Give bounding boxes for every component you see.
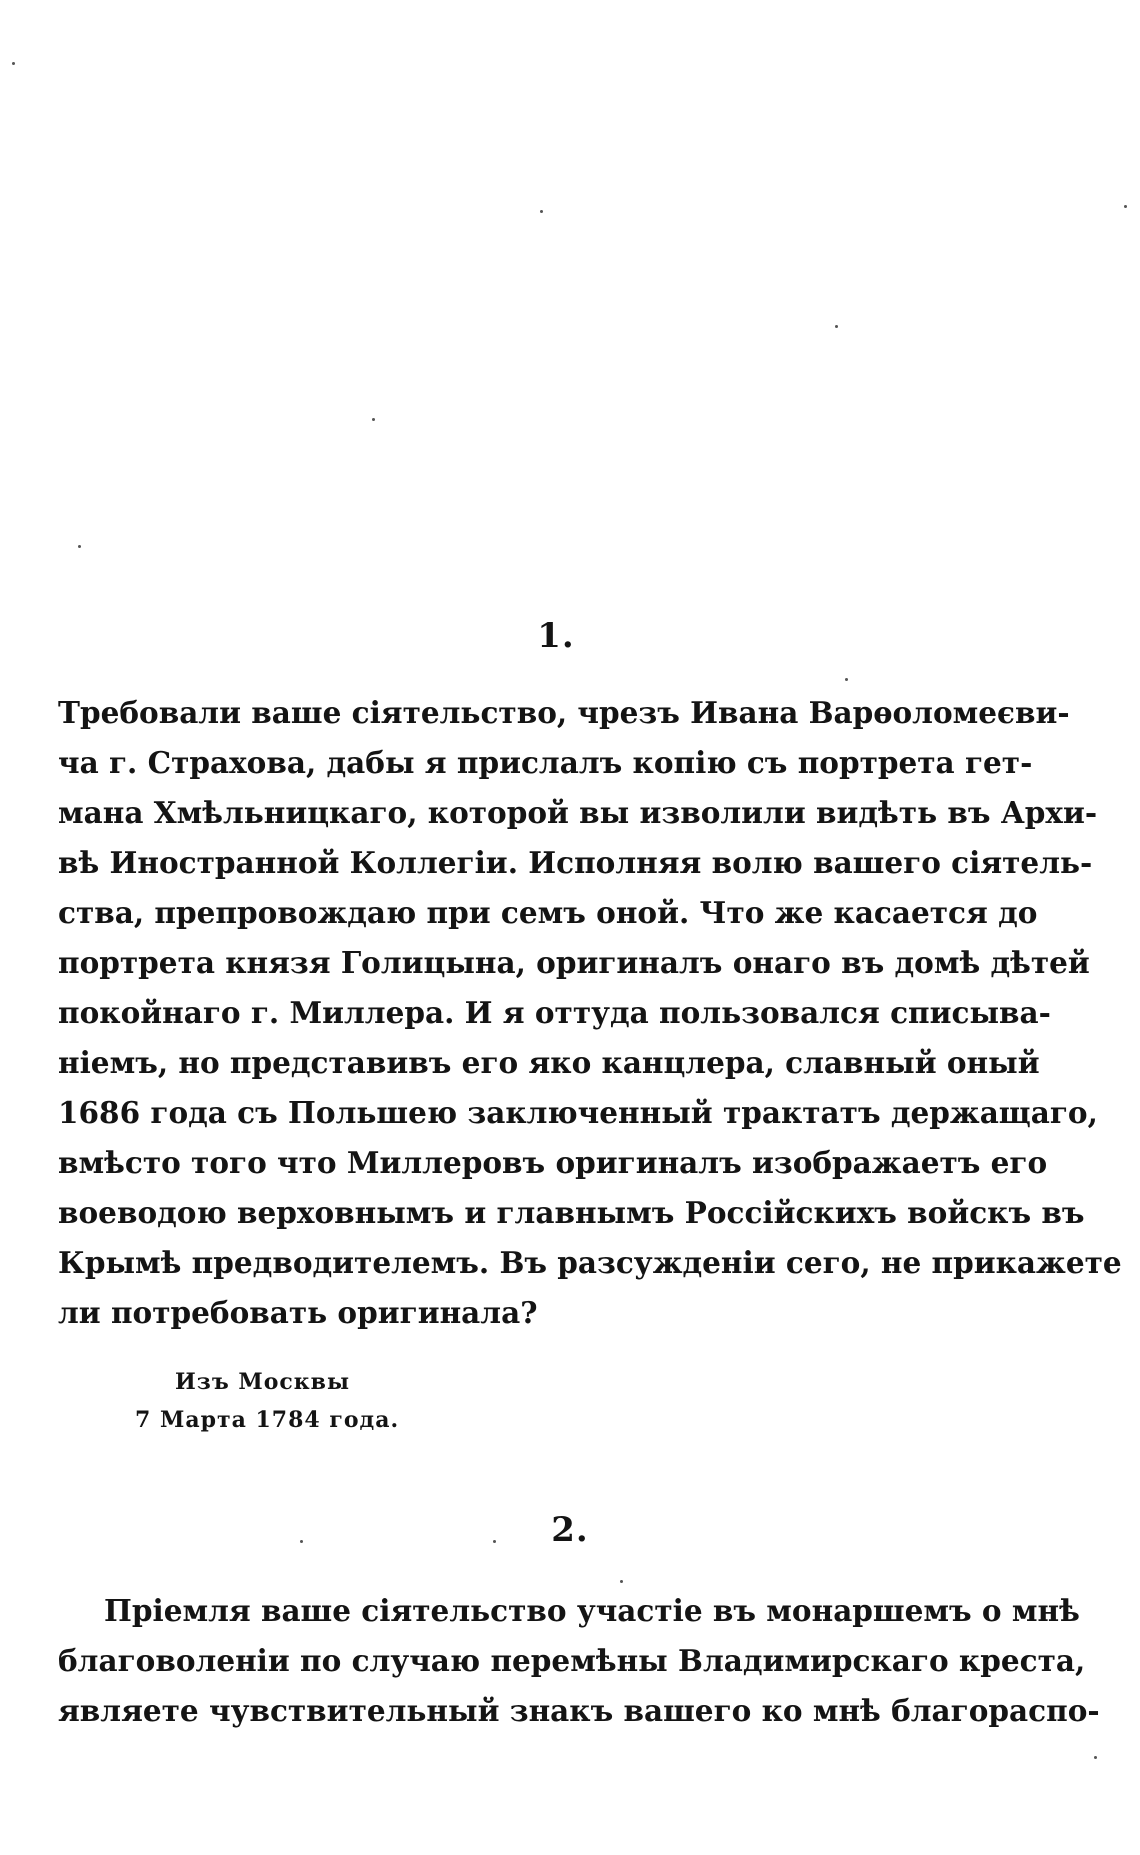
text-line: ча г. Страхова, дабы я прислалъ копію съ портрета гет-: [58, 745, 1033, 780]
scan-speck: [1094, 1756, 1097, 1759]
text-line: вмѣсто того что Миллеровъ оригиналъ изображаетъ его: [58, 1145, 1048, 1180]
text-line: ства, препровождаю при семъ оной. Что же касается до: [58, 895, 1038, 930]
scan-speck: [78, 545, 81, 548]
text-line: Пріемля ваше сіятельство участіе въ монаршемъ о мнѣ: [104, 1593, 1080, 1628]
signoff-date: 7 Марта 1784 года.: [135, 1407, 400, 1433]
scan-speck: [1124, 205, 1127, 208]
text-line: являете чувствительный знакъ вашего ко мнѣ благораспо-: [58, 1693, 1100, 1728]
text-line: вѣ Иностранной Коллегіи. Исполняя волю вашего сіятель-: [58, 845, 1093, 880]
scan-speck: [845, 678, 848, 681]
letter-2-body: [58, 1586, 1100, 1736]
letter-1-signoff: [0, 1363, 1140, 1439]
letter-number: 2.: [551, 1510, 589, 1550]
text-line: 1686 года съ Польшею заключенный трактатъ держащаго,: [58, 1095, 1098, 1130]
scan-speck: [835, 325, 838, 328]
text-line: ніемъ, но представивъ его яко канцлера, славный оный: [58, 1045, 1040, 1080]
text-line: благоволеніи по случаю перемѣны Владимирскаго креста,: [58, 1643, 1086, 1678]
letter-number: 1.: [537, 616, 575, 656]
text-line: портрета князя Голицына, оригиналъ онаго въ домѣ дѣтей: [58, 945, 1090, 980]
scan-speck: [620, 1580, 623, 1583]
text-line: Крымѣ предводителемъ. Въ разсужденіи сего, не прикажете: [58, 1245, 1122, 1280]
letter-1-body: [58, 688, 1122, 1338]
scan-speck: [372, 418, 375, 421]
text-line: воеводою верховнымъ и главнымъ Россійскихъ войскъ въ: [58, 1195, 1085, 1230]
text-line: покойнаго г. Миллера. И я оттуда пользовался списыва-: [58, 995, 1051, 1030]
text-line: Требовали ваше сіятельство, чрезъ Ивана Варѳоломеєви-: [58, 695, 1070, 730]
scan-speck: [540, 210, 543, 213]
scan-speck: [12, 62, 15, 65]
text-line: ли потребовать оригинала?: [58, 1295, 538, 1330]
signoff-place: Изъ Москвы: [175, 1369, 351, 1395]
text-line: мана Хмѣльницкаго, которой вы изволили видѣть въ Архи-: [58, 795, 1098, 830]
